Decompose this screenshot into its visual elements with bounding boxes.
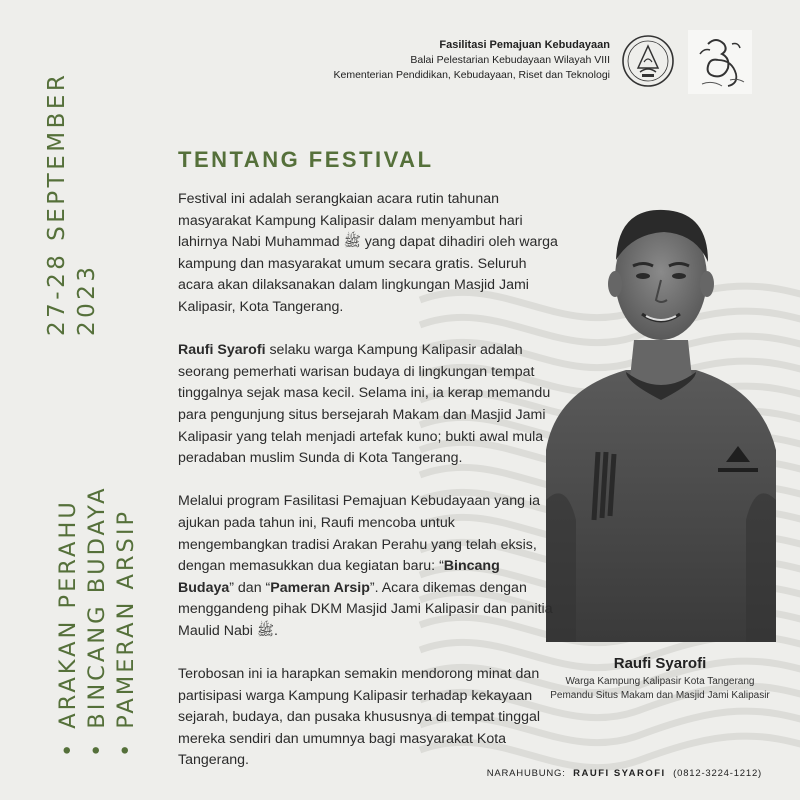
org-ministry: Kementerian Pendidikan, Kebudayaan, Riset dan Teknologi [333, 69, 610, 81]
event-item: •ARAKAN PERAHU [55, 499, 81, 757]
article-body [178, 189, 558, 794]
caption-name: Raufi Syarofi [613, 655, 707, 672]
portrait-photo [546, 200, 776, 642]
event-date-line1: 27-28 SEPTEMBER [44, 71, 70, 336]
event-item: •PAMERAN ARSIP [113, 508, 139, 757]
paragraph-hope: Terobosan ini ia harapkan semakin mendorong minat dan partisipasi warga Kampung Kalipasir terhadap kekayaan sejarah, budaya, dan pusaka khususnya di tempat tinggal mereka sendiri dan umumnya bagi masyarakat Kota Tangerang. [178, 666, 541, 769]
event-date [42, 72, 102, 336]
contact-name: RAUFI SYAROFI [573, 768, 666, 779]
caption-role-1: Warga Kampung Kalipasir Kota Tangerang [565, 676, 755, 687]
person-name-bold: Raufi Syarofi [178, 342, 266, 359]
organization-header [334, 38, 611, 83]
caption-role-2: Pemandu Situs Makam dan Masjid Jami Kalipasir [550, 690, 770, 701]
photo-caption [540, 655, 780, 703]
event-list [54, 485, 141, 757]
paragraph-festival: Festival ini adalah serangkaian acara rutin tahunan masyarakat Kampung Kalipasir dalam menyambut hari lahirnya Nabi Muhammad ﷺ yang dapat dihadiri oleh warga kampung dan masyarakat umum secara gratis. Seluruh acara akan dilaksanakan dalam lingkungan Masjid Jami Kalipasir, Kota Tangerang. [178, 191, 558, 315]
kalipasir-logo [688, 30, 752, 94]
bincang-budaya-bold: Bincang Budaya [178, 558, 500, 596]
tut-wuri-handayani-logo [620, 32, 676, 90]
pameran-arsip-bold: Pameran Arsip [270, 579, 370, 596]
contact-phone: (0812-3224-1212) [673, 768, 762, 779]
paragraph-program: Melalui program Fasilitasi Pemajuan Kebudayaan yang ia ajukan pada tahun ini, Raufi mencoba untuk mengembangkan tradisi Arakan Perahu yang telah eksis, dengan memasukkan dua kegiatan baru: “Bincang Budaya” dan “Pameran Arsip”. Acara dikemas dengan menggandeng pihak DKM Masjid Jami Kalipasir dan panitia Maulid Nabi ﷺ. [178, 493, 553, 639]
contact-label: NARAHUBUNG: [486, 768, 566, 779]
org-office: Balai Pelestarian Kebudayaan Wilayah VIII [410, 54, 610, 66]
event-date-line2: 2023 [74, 263, 100, 336]
section-title: TENTANG FESTIVAL [178, 147, 434, 172]
event-item: •BINCANG BUDAYA [84, 485, 110, 757]
org-program: Fasilitasi Pemajuan Kebudayaan [439, 39, 610, 51]
paragraph-raufi: Raufi Syarofi selaku warga Kampung Kalipasir adalah seorang pemerhati warisan budaya di lingkungan tempat tinggalnya sejak masa kecil. Selama ini, ia kerap memandu para pengunjung situs bersejarah Makam dan Masjid Jami Kalipasir yang telah menjadi artefak kuno; bukti awal mula peradaban muslim Sunda di Kota Tangerang. [178, 342, 551, 467]
contact-info [487, 768, 762, 779]
